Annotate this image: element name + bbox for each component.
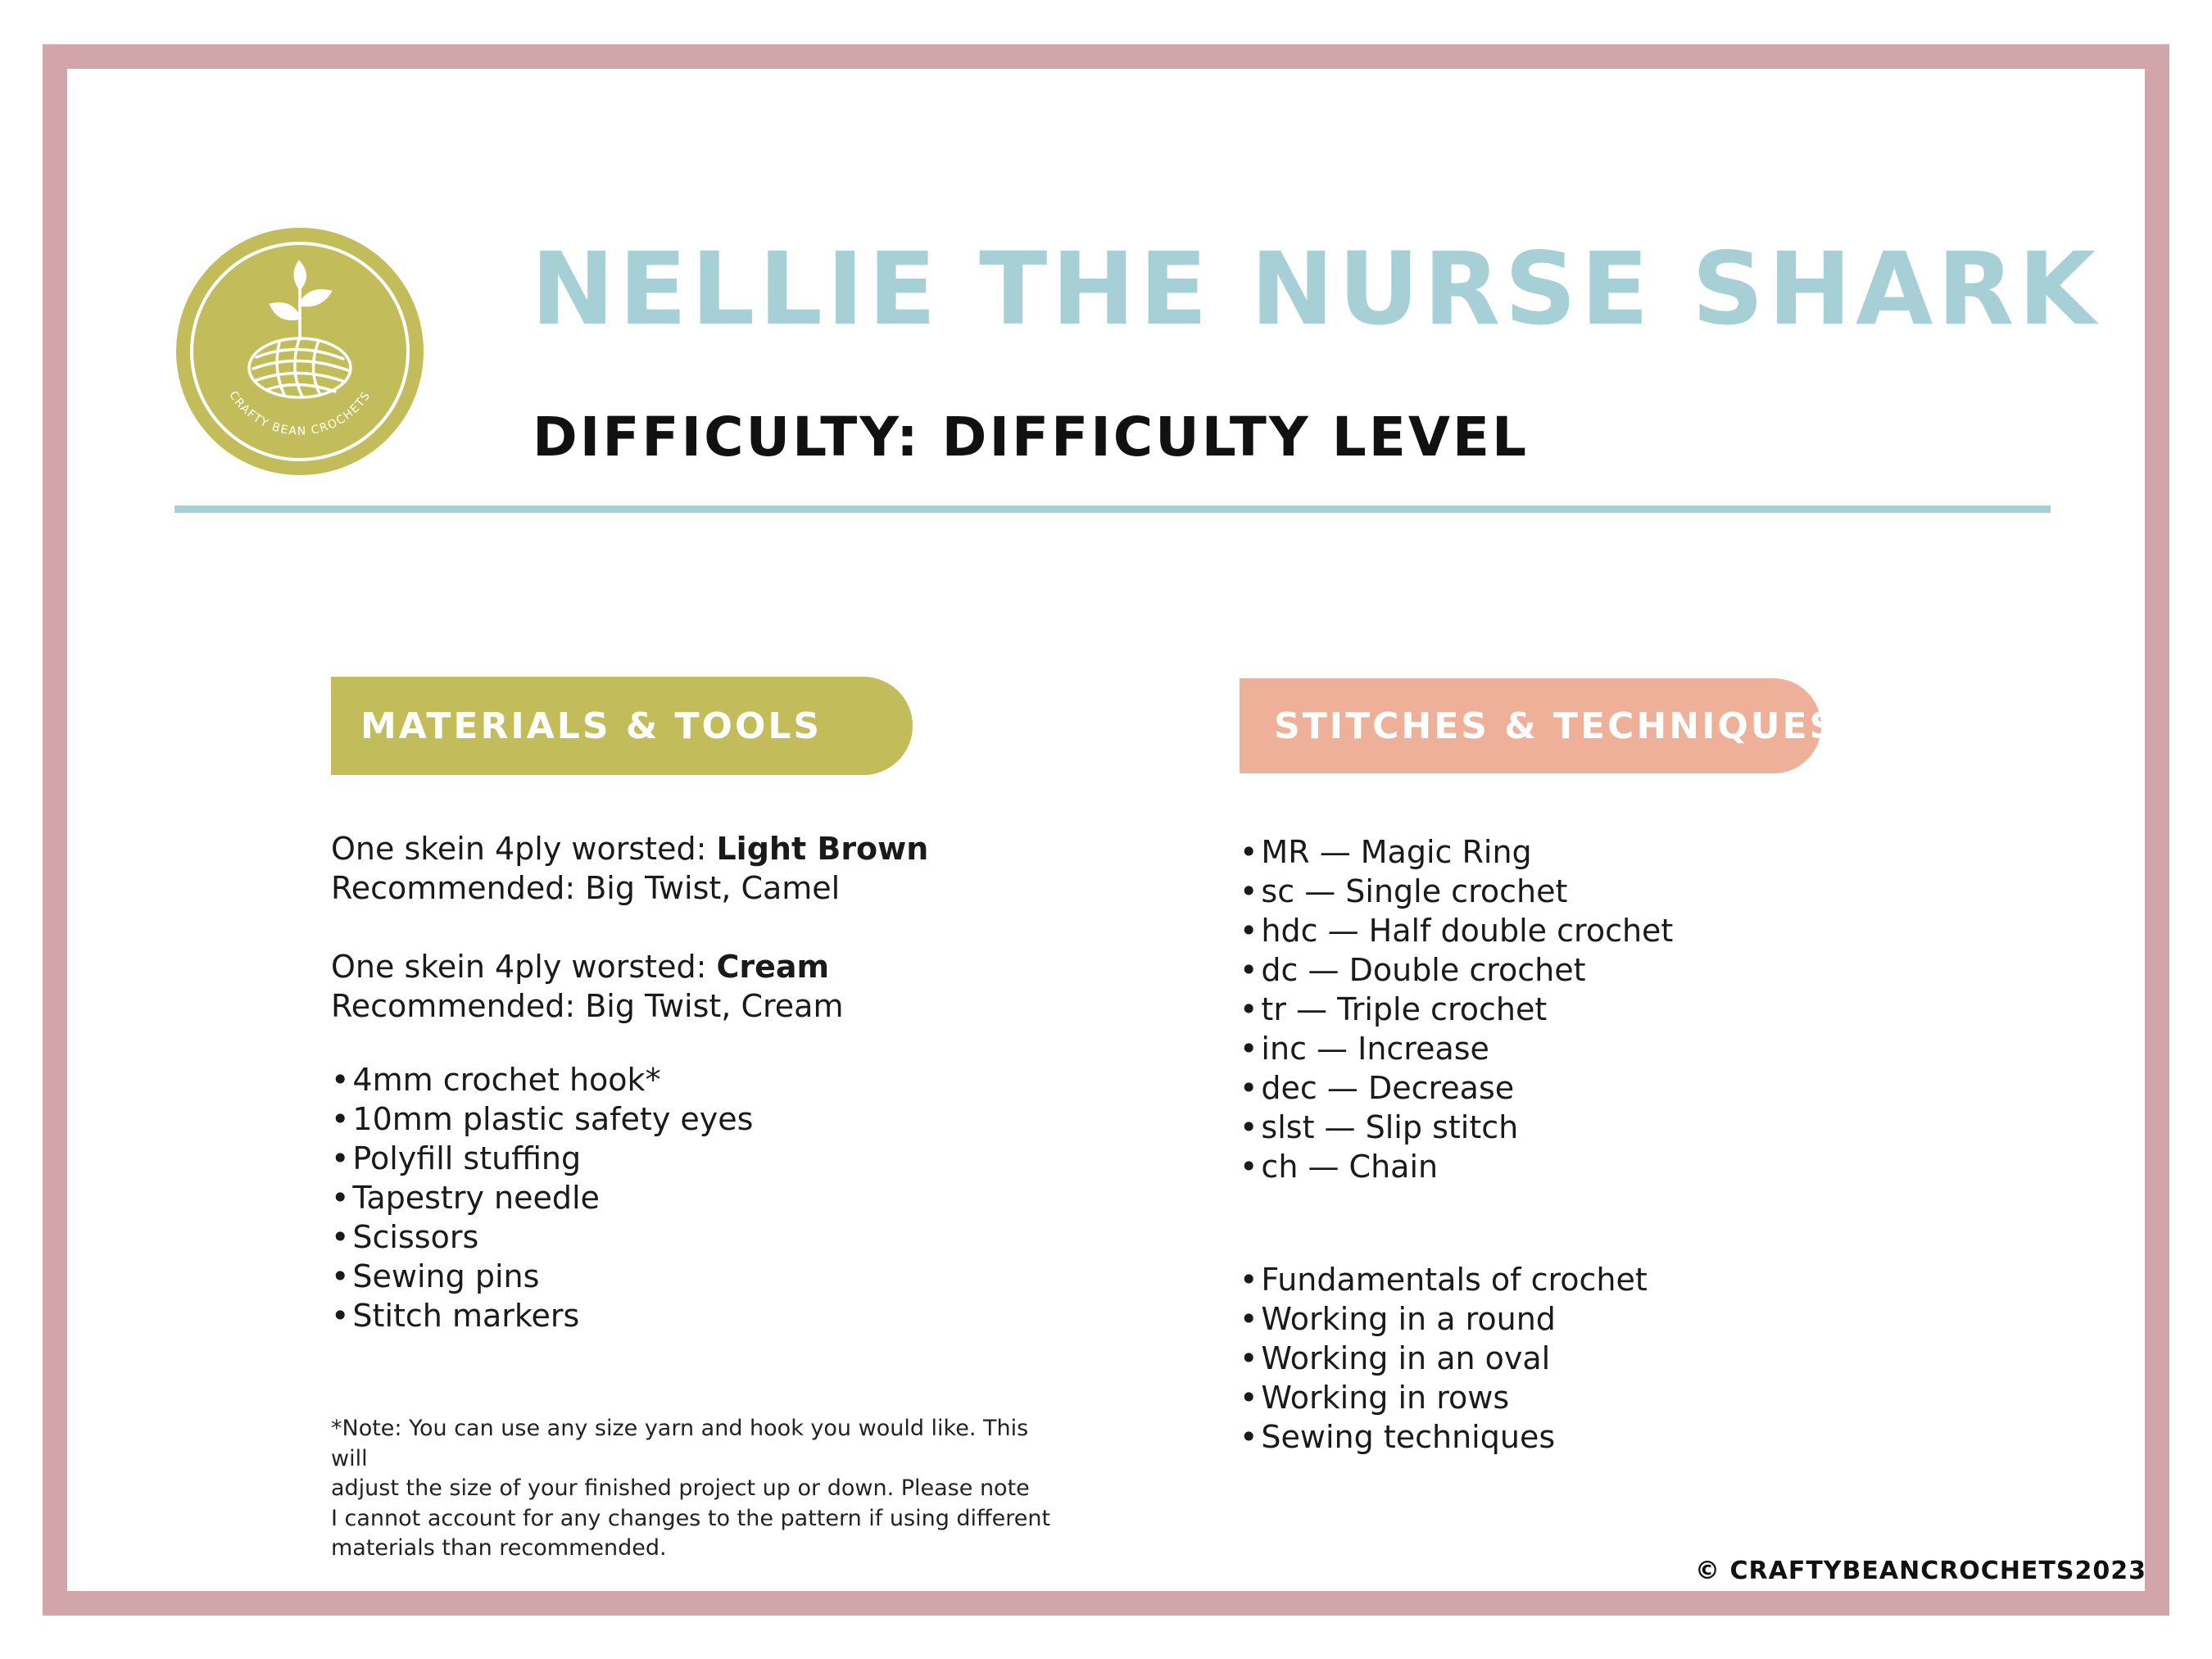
stitch-item: • sc — Single crochet: [1240, 872, 1977, 911]
stitch-item: • hdc — Half double crochet: [1240, 911, 1977, 950]
stitch-item: • inc — Increase: [1240, 1029, 1977, 1068]
stitch-item: • tr — Triple crochet: [1240, 990, 1977, 1029]
tool-item: • 4mm crochet hook*: [331, 1060, 1068, 1099]
stitch-item: • MR — Magic Ring: [1240, 832, 1977, 872]
stitch-item: • ch — Chain: [1240, 1147, 1977, 1186]
stitches-heading: STITCHES & TECHNIQUES: [1240, 678, 1821, 773]
yarn-color: Light Brown: [716, 831, 929, 867]
stitch-item: • dec — Decrease: [1240, 1068, 1977, 1108]
tool-item: • 10mm plastic safety eyes: [331, 1099, 1068, 1139]
technique-item: • Fundamentals of crochet: [1240, 1260, 1977, 1299]
tool-item: • Sewing pins: [331, 1257, 1068, 1296]
technique-item: • Working in a round: [1240, 1299, 1977, 1339]
tool-item: • Tapestry needle: [331, 1178, 1068, 1217]
crafty-bean-logo: [175, 226, 425, 477]
technique-item: • Working in an oval: [1240, 1339, 1977, 1378]
stitches-column: [1240, 832, 1977, 1457]
page-title: NELLIE THE NURSE SHARK: [531, 231, 2100, 347]
logo-text: CRAFTY BEAN CROCHETS: [226, 388, 374, 438]
yarn-line: One skein 4ply worsted: Cream: [331, 949, 830, 985]
materials-note: *Note: You can use any size yarn and hook you would like. This will adjust the size of your finished project up or down. Please note I cannot account for any changes to the pattern if using different materials than recommended.: [331, 1416, 1051, 1561]
tool-item: • Polyfill stuffing: [331, 1139, 1068, 1178]
copyright-notice: © CRAFTYBEANCROCHETS2023: [1695, 1557, 2146, 1585]
materials-heading: MATERIALS & TOOLS: [331, 677, 913, 775]
yarn-color: Cream: [716, 949, 830, 985]
header-divider: [175, 505, 2051, 513]
tool-item: • Scissors: [331, 1217, 1068, 1257]
tool-item: • Stitch markers: [331, 1296, 1068, 1335]
yarn-recommendation: Recommended: Big Twist, Cream: [331, 988, 844, 1024]
yarn-recommendation: Recommended: Big Twist, Camel: [331, 870, 841, 906]
stitch-item: • slst — Slip stitch: [1240, 1108, 1977, 1147]
yarn-line: One skein 4ply worsted: Light Brown: [331, 831, 929, 867]
materials-column: [331, 829, 1068, 1335]
technique-item: • Sewing techniques: [1240, 1417, 1977, 1457]
stitch-item: • dc — Double crochet: [1240, 950, 1977, 990]
difficulty-level: DIFFICULTY: DIFFICULTY LEVEL: [533, 406, 1530, 469]
technique-item: • Working in rows: [1240, 1378, 1977, 1417]
